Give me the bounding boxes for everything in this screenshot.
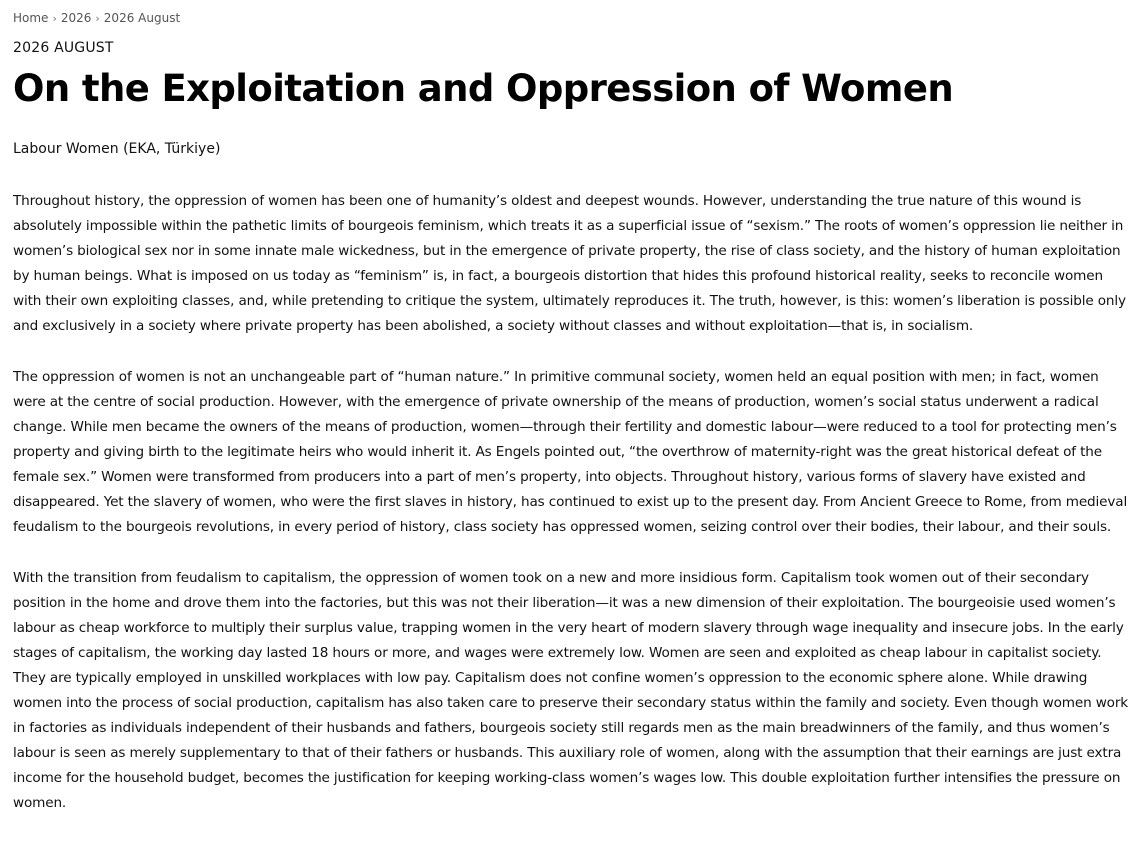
article-paragraph: Throughout history, the oppression of women has been one of humanity’s oldest and deepest wounds. However, understanding the true nature of this wound is absolutely impossible within the pathetic limits of bourgeois feminism, which treats it as a superficial issue of “sexism.” The roots of women’s oppression lie neither in women’s biological sex nor in some innate male wickedness, but in the emergence of private property, the rise of class society, and the history of human exploitation by human beings. What is imposed on us today as “feminism” is, in fact, a bourgeois distortion that hides this profound historical reality, seeks to reconcile women with their own exploiting classes, and, while pretending to critique the system, ultimately reproduces it. The truth, however, is this: women’s liberation is possible only and exclusively in a society where private property has been abolished, a society without classes and without exploitation—that is, in socialism.: [13, 193, 1126, 334]
breadcrumb-separator: ›: [95, 11, 100, 25]
breadcrumb-year-link[interactable]: 2026: [60, 11, 92, 25]
issue-label: 2026 AUGUST: [13, 40, 114, 56]
article-title: On the Exploitation and Oppression of Women: [13, 67, 954, 110]
breadcrumb: [13, 11, 180, 25]
article-author: Labour Women (EKA, Türkiye): [13, 141, 221, 157]
breadcrumb-issue-link[interactable]: 2026 August: [103, 11, 181, 25]
article-paragraph: The oppression of women is not an unchangeable part of “human nature.” In primitive communal society, women held an equal position with men; in fact, women were at the centre of social production. However, with the emergence of private ownership of the means of production, women’s social status underwent a radical change. While men became the owners of the means of production, women—through their fertility and domestic labour—were reduced to a tool for protecting men’s property and giving birth to the legitimate heirs who would inherit it. As Engels pointed out, “the overthrow of maternity-right was the great historical defeat of the female sex.” Women were transformed from producers into a part of men’s property, into objects. Throughout history, various forms of slavery have existed and disappeared. Yet the slavery of women, who were the first slaves in history, has continued to exist up to the present day. From Ancient Greece to Rome, from medieval feudalism to the bourgeois revolutions, in every period of history, class society has oppressed women, seizing control over their bodies, their labour, and their souls.: [13, 369, 1128, 535]
breadcrumb-home-link[interactable]: Home: [13, 11, 49, 25]
article-paragraph: With the transition from feudalism to capitalism, the oppression of women took on a new and more insidious form. Capitalism took women out of their secondary position in the home and drove them into the factories, but this was not their liberation—it was a new dimension of their exploitation. The bourgeoisie used women’s labour as cheap workforce to multiply their surplus value, trapping women in the very heart of modern slavery through wage inequality and insecure jobs. In the early stages of capitalism, the working day lasted 18 hours or more, and wages were extremely low. Women are seen and exploited as cheap labour in capitalist society. They are typically employed in unskilled workplaces with low pay. Capitalism does not confine women’s oppression to the economic sphere alone. While drawing women into the process of social production, capitalism has also taken care to preserve their secondary status within the family and society. Even though women work in factories as individuals independent of their husbands and fathers, bourgeois society still regards men as the main breadwinners of the family, and thus women’s labour is seen as merely supplementary to that of their fathers or husbands. This auxiliary role of women, along with the assumption that their earnings are just extra income for the household budget, becomes the justification for keeping working-class women’s wages low. This double exploitation further intensifies the pressure on women.: [13, 570, 1128, 811]
breadcrumb-separator: ›: [52, 11, 57, 25]
article-body: [13, 189, 1135, 842]
